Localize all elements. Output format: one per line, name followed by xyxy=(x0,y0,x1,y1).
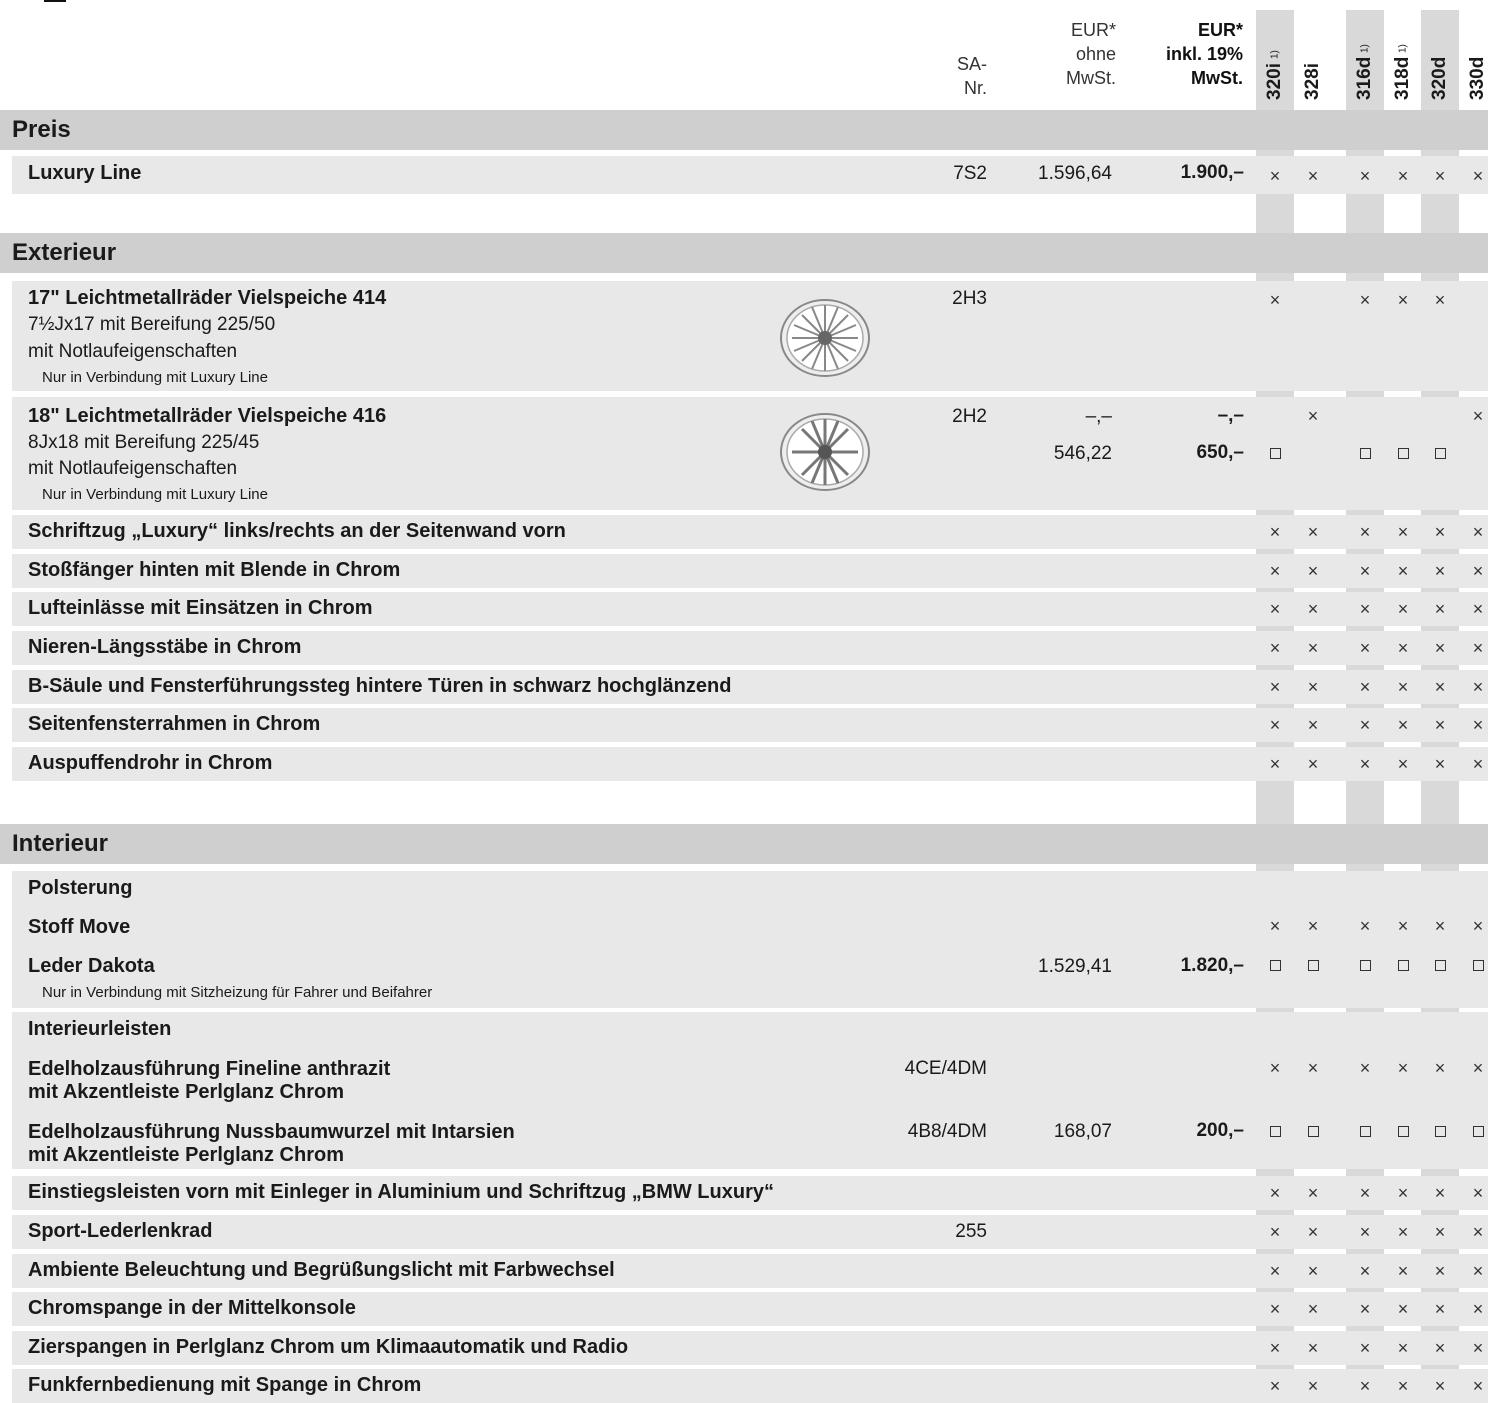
standard-mark-330d: × xyxy=(1472,754,1484,774)
standard-mark-318d: × xyxy=(1397,1261,1409,1281)
standard-mark-320i: × xyxy=(1269,1058,1281,1078)
sa-number: 2H3 xyxy=(952,288,987,309)
row-name: Sport-Lederlenkrad xyxy=(28,1220,213,1242)
model-name: 328i xyxy=(1302,63,1323,100)
standard-mark-320i: × xyxy=(1269,599,1281,619)
row-name: Polsterung xyxy=(28,877,133,899)
optional-box-icon xyxy=(1390,443,1416,464)
optional-box-icon xyxy=(1465,955,1488,976)
standard-mark-316d: × xyxy=(1359,522,1371,542)
leder-gross-price: 1.820,– xyxy=(1180,955,1244,976)
standard-mark-316d: × xyxy=(1359,561,1371,581)
optional-box-icon xyxy=(1427,955,1453,976)
net-price-2: 546,22 xyxy=(1053,443,1112,464)
standard-mark-320i: × xyxy=(1269,1338,1281,1358)
fineline-name: Edelholzausführung Fineline anthrazit xyxy=(28,1058,391,1080)
nussbaum-net-price: 168,07 xyxy=(1053,1121,1112,1142)
model-footnote: 1) xyxy=(1269,50,1281,60)
standard-mark-316d: × xyxy=(1359,1261,1371,1281)
header-sa-line2: Nr. xyxy=(963,78,987,98)
header-gross-line1: EUR* xyxy=(1197,20,1243,40)
nussbaum-sa: 4B8/4DM xyxy=(907,1121,987,1142)
model-name: 330d xyxy=(1467,56,1488,100)
standard-mark-316d: × xyxy=(1359,754,1371,774)
optional-box-icon xyxy=(1352,955,1378,976)
standard-mark-330d: × xyxy=(1472,406,1484,426)
gross-price: 1.900,– xyxy=(1180,162,1244,183)
model-name: 318d xyxy=(1392,56,1413,100)
gross-price-2: 650,– xyxy=(1196,442,1244,463)
standard-mark-328i: × xyxy=(1307,1299,1319,1319)
standard-mark-316d: × xyxy=(1359,677,1371,697)
standard-mark-320d: × xyxy=(1434,1058,1446,1078)
fineline-sa: 4CE/4DM xyxy=(904,1058,987,1079)
standard-mark-320i: × xyxy=(1269,1261,1281,1281)
model-footnote: 1) xyxy=(1359,43,1371,53)
nussbaum-name: Edelholzausführung Nussbaumwurzel mit Intarsien xyxy=(28,1121,515,1143)
optional-box-icon xyxy=(1435,1126,1446,1137)
standard-mark-320d: × xyxy=(1434,1222,1446,1242)
optional-box-icon xyxy=(1262,1121,1288,1142)
optional-box-icon xyxy=(1473,1126,1484,1137)
standard-mark-316d: × xyxy=(1359,715,1371,735)
title-fragment xyxy=(10,0,70,8)
standard-mark-320d: × xyxy=(1434,677,1446,697)
header-net-line2: ohne xyxy=(1075,44,1116,64)
standard-mark-330d: × xyxy=(1472,522,1484,542)
standard-mark-318d: × xyxy=(1397,1299,1409,1319)
optional-box-icon xyxy=(1360,960,1371,971)
row-name: Stoßfänger hinten mit Blende in Chrom xyxy=(28,559,401,581)
optional-box-icon xyxy=(1427,443,1453,464)
row-name: 17" Leichtmetallräder Vielspeiche 414 xyxy=(28,287,387,309)
row-name: Interieurleisten xyxy=(28,1018,172,1040)
header-sa-number xyxy=(900,52,987,100)
standard-mark-330d: × xyxy=(1472,1376,1484,1396)
optional-box-icon xyxy=(1473,960,1484,971)
standard-mark-320d: × xyxy=(1434,1338,1446,1358)
standard-mark-320d: × xyxy=(1434,1299,1446,1319)
row-interieurleisten xyxy=(12,1012,1488,1169)
row-name: Luxury Line xyxy=(28,162,142,184)
alloy-wheel-icon xyxy=(778,297,872,379)
standard-mark-320d: × xyxy=(1434,1261,1446,1281)
standard-mark-318d: × xyxy=(1397,754,1409,774)
optional-box-icon xyxy=(1352,443,1378,464)
gross-price-1: –,– xyxy=(1217,405,1244,426)
standard-mark-328i: × xyxy=(1307,406,1319,426)
model-label-330d xyxy=(1465,30,1488,100)
sa-number: 7S2 xyxy=(953,163,987,184)
header-sa-line1: SA- xyxy=(956,54,987,74)
optional-box-icon xyxy=(1390,1121,1416,1142)
optional-box-icon xyxy=(1398,960,1409,971)
row-detail-1: 7½Jx17 mit Bereifung 225/50 xyxy=(28,314,276,335)
standard-mark-328i: × xyxy=(1307,754,1319,774)
standard-mark-330d: × xyxy=(1472,638,1484,658)
standard-mark-318d: × xyxy=(1397,599,1409,619)
header-gross-line2: inkl. 19% xyxy=(1165,44,1243,64)
standard-mark-318d: × xyxy=(1397,677,1409,697)
standard-mark-328i: × xyxy=(1307,677,1319,697)
optional-box-icon xyxy=(1352,1121,1378,1142)
standard-mark-320i: × xyxy=(1269,1299,1281,1319)
standard-mark-330d: × xyxy=(1472,1183,1484,1203)
standard-mark-328i: × xyxy=(1307,1338,1319,1358)
standard-mark-320i: × xyxy=(1269,638,1281,658)
optional-box-icon xyxy=(1300,955,1326,976)
row-note: Nur in Verbindung mit Luxury Line xyxy=(42,369,268,386)
standard-mark-328i: × xyxy=(1307,916,1319,936)
stoff-name: Stoff Move xyxy=(28,916,131,938)
standard-mark-316d: × xyxy=(1359,1058,1371,1078)
standard-mark-328i: × xyxy=(1307,715,1319,735)
standard-mark-320i: × xyxy=(1269,754,1281,774)
optional-box-icon xyxy=(1435,960,1446,971)
standard-mark-318d: × xyxy=(1397,638,1409,658)
optional-box-icon xyxy=(1308,1126,1319,1137)
section-preis: Preis xyxy=(0,110,1488,150)
optional-box-icon xyxy=(1465,1121,1488,1142)
standard-mark-320i: × xyxy=(1269,916,1281,936)
standard-mark-320d: × xyxy=(1434,599,1446,619)
standard-mark-316d: × xyxy=(1359,599,1371,619)
standard-mark-320i: × xyxy=(1269,1222,1281,1242)
standard-mark-330d: × xyxy=(1472,916,1484,936)
standard-mark-328i: × xyxy=(1307,1058,1319,1078)
model-footnote: 1) xyxy=(1397,43,1409,53)
standard-mark-318d: × xyxy=(1397,561,1409,581)
standard-mark-330d: × xyxy=(1472,715,1484,735)
standard-mark-330d: × xyxy=(1472,599,1484,619)
row-name: Auspuffendrohr in Chrom xyxy=(28,752,273,774)
standard-mark-316d: × xyxy=(1359,1299,1371,1319)
optional-box-icon xyxy=(1360,448,1371,459)
standard-mark-318d: × xyxy=(1397,166,1409,186)
row-detail-2: mit Notlaufeigenschaften xyxy=(28,341,238,362)
alloy-wheel-icon xyxy=(778,411,872,493)
model-name: 316d xyxy=(1354,56,1375,100)
fineline-line2: mit Akzentleiste Perlglanz Chrom xyxy=(28,1081,344,1103)
sa-number: 2H2 xyxy=(952,406,987,427)
row-name: Zierspangen in Perlglanz Chrom um Klimaautomatik und Radio xyxy=(28,1336,629,1358)
standard-mark-316d: × xyxy=(1359,916,1371,936)
model-label-316d xyxy=(1352,30,1378,100)
standard-mark-320d: × xyxy=(1434,1376,1446,1396)
standard-mark-318d: × xyxy=(1397,1338,1409,1358)
section-exterieur: Exterieur xyxy=(0,233,1488,273)
standard-mark-316d: × xyxy=(1359,1222,1371,1242)
net-price: 1.596,64 xyxy=(1038,163,1112,184)
optional-box-icon xyxy=(1390,955,1416,976)
optional-box-icon xyxy=(1427,1121,1453,1142)
standard-mark-320d: × xyxy=(1434,290,1446,310)
model-label-328i xyxy=(1300,30,1326,100)
optional-box-icon xyxy=(1398,1126,1409,1137)
header-gross-line3: MwSt. xyxy=(1191,68,1243,88)
standard-mark-328i: × xyxy=(1307,638,1319,658)
optional-box-icon xyxy=(1262,443,1288,464)
standard-mark-318d: × xyxy=(1397,290,1409,310)
optional-box-icon xyxy=(1270,1126,1281,1137)
header-gross-price xyxy=(1120,18,1243,90)
row-note: Nur in Verbindung mit Luxury Line xyxy=(42,486,268,503)
standard-mark-320d: × xyxy=(1434,715,1446,735)
standard-mark-320d: × xyxy=(1434,754,1446,774)
standard-mark-320d: × xyxy=(1434,638,1446,658)
nussbaum-gross-price: 200,– xyxy=(1196,1120,1244,1141)
standard-mark-316d: × xyxy=(1359,638,1371,658)
optional-box-icon xyxy=(1360,1126,1371,1137)
standard-mark-318d: × xyxy=(1397,1183,1409,1203)
model-label-318d xyxy=(1390,30,1416,100)
standard-mark-318d: × xyxy=(1397,1376,1409,1396)
standard-mark-320d: × xyxy=(1434,522,1446,542)
model-name: 320i xyxy=(1264,63,1285,100)
standard-mark-328i: × xyxy=(1307,1261,1319,1281)
optional-box-icon xyxy=(1300,1121,1326,1142)
standard-mark-316d: × xyxy=(1359,1338,1371,1358)
standard-mark-330d: × xyxy=(1472,1261,1484,1281)
optional-box-icon xyxy=(1270,448,1281,459)
standard-mark-320i: × xyxy=(1269,561,1281,581)
standard-mark-320i: × xyxy=(1269,1183,1281,1203)
optional-box-icon xyxy=(1398,448,1409,459)
standard-mark-330d: × xyxy=(1472,1058,1484,1078)
standard-mark-320d: × xyxy=(1434,166,1446,186)
row-name: Nieren-Längsstäbe in Chrom xyxy=(28,636,302,658)
standard-mark-330d: × xyxy=(1472,677,1484,697)
model-label-320i xyxy=(1262,30,1288,100)
leder-note: Nur in Verbindung mit Sitzheizung für Fahrer und Beifahrer xyxy=(42,984,433,1001)
standard-mark-330d: × xyxy=(1472,1338,1484,1358)
standard-mark-328i: × xyxy=(1307,166,1319,186)
sa-number: 255 xyxy=(955,1221,987,1242)
standard-mark-316d: × xyxy=(1359,1183,1371,1203)
row-name: Funkfernbedienung mit Spange in Chrom xyxy=(28,1374,422,1396)
leder-net-price: 1.529,41 xyxy=(1038,956,1112,977)
nussbaum-line2: mit Akzentleiste Perlglanz Chrom xyxy=(28,1144,344,1166)
standard-mark-328i: × xyxy=(1307,561,1319,581)
header-net-line1: EUR* xyxy=(1070,20,1116,40)
standard-mark-320i: × xyxy=(1269,290,1281,310)
row-name: Schriftzug „Luxury“ links/rechts an der Seitenwand vorn xyxy=(28,520,566,542)
model-name: 320d xyxy=(1429,56,1450,100)
standard-mark-320d: × xyxy=(1434,916,1446,936)
standard-mark-320i: × xyxy=(1269,166,1281,186)
row-name: Seitenfensterrahmen in Chrom xyxy=(28,713,321,735)
standard-mark-328i: × xyxy=(1307,599,1319,619)
standard-mark-320i: × xyxy=(1269,522,1281,542)
standard-mark-318d: × xyxy=(1397,522,1409,542)
row-name: 18" Leichtmetallräder Vielspeiche 416 xyxy=(28,405,387,427)
standard-mark-328i: × xyxy=(1307,1183,1319,1203)
standard-mark-318d: × xyxy=(1397,1058,1409,1078)
leder-name: Leder Dakota xyxy=(28,955,155,977)
standard-mark-316d: × xyxy=(1359,290,1371,310)
standard-mark-328i: × xyxy=(1307,1222,1319,1242)
standard-mark-330d: × xyxy=(1472,561,1484,581)
standard-mark-320i: × xyxy=(1269,715,1281,735)
optional-box-icon xyxy=(1435,448,1446,459)
standard-mark-320d: × xyxy=(1434,1183,1446,1203)
section-interieur: Interieur xyxy=(0,824,1488,864)
standard-mark-320i: × xyxy=(1269,1376,1281,1396)
standard-mark-330d: × xyxy=(1472,1222,1484,1242)
row-polsterung xyxy=(12,871,1488,1008)
standard-mark-320d: × xyxy=(1434,561,1446,581)
row-detail-2: mit Notlaufeigenschaften xyxy=(28,458,238,479)
optional-box-icon xyxy=(1270,960,1281,971)
standard-mark-330d: × xyxy=(1472,166,1484,186)
optional-box-icon xyxy=(1262,955,1288,976)
header-net-price xyxy=(1000,18,1116,90)
row-name: B-Säule und Fensterführungssteg hintere Türen in schwarz hochglänzend xyxy=(28,675,732,697)
standard-mark-320i: × xyxy=(1269,677,1281,697)
standard-mark-318d: × xyxy=(1397,1222,1409,1242)
row-name: Ambiente Beleuchtung und Begrüßungslicht mit Farbwechsel xyxy=(28,1259,615,1281)
row-name: Lufteinlässe mit Einsätzen in Chrom xyxy=(28,597,373,619)
row-name: Chromspange in der Mittelkonsole xyxy=(28,1297,356,1319)
net-price-1: –,– xyxy=(1085,406,1112,427)
standard-mark-318d: × xyxy=(1397,916,1409,936)
row-name: Einstiegsleisten vorn mit Einleger in Aluminium und Schriftzug „BMW Luxury“ xyxy=(28,1181,774,1203)
title-fragment-glyphs xyxy=(10,0,70,8)
model-label-320d xyxy=(1427,30,1453,100)
standard-mark-328i: × xyxy=(1307,522,1319,542)
header-net-line3: MwSt. xyxy=(1065,68,1116,88)
standard-mark-316d: × xyxy=(1359,166,1371,186)
standard-mark-328i: × xyxy=(1307,1376,1319,1396)
standard-mark-318d: × xyxy=(1397,715,1409,735)
row-detail-1: 8Jx18 mit Bereifung 225/45 xyxy=(28,432,260,453)
standard-mark-330d: × xyxy=(1472,1299,1484,1319)
standard-mark-316d: × xyxy=(1359,1376,1371,1396)
optional-box-icon xyxy=(1308,960,1319,971)
